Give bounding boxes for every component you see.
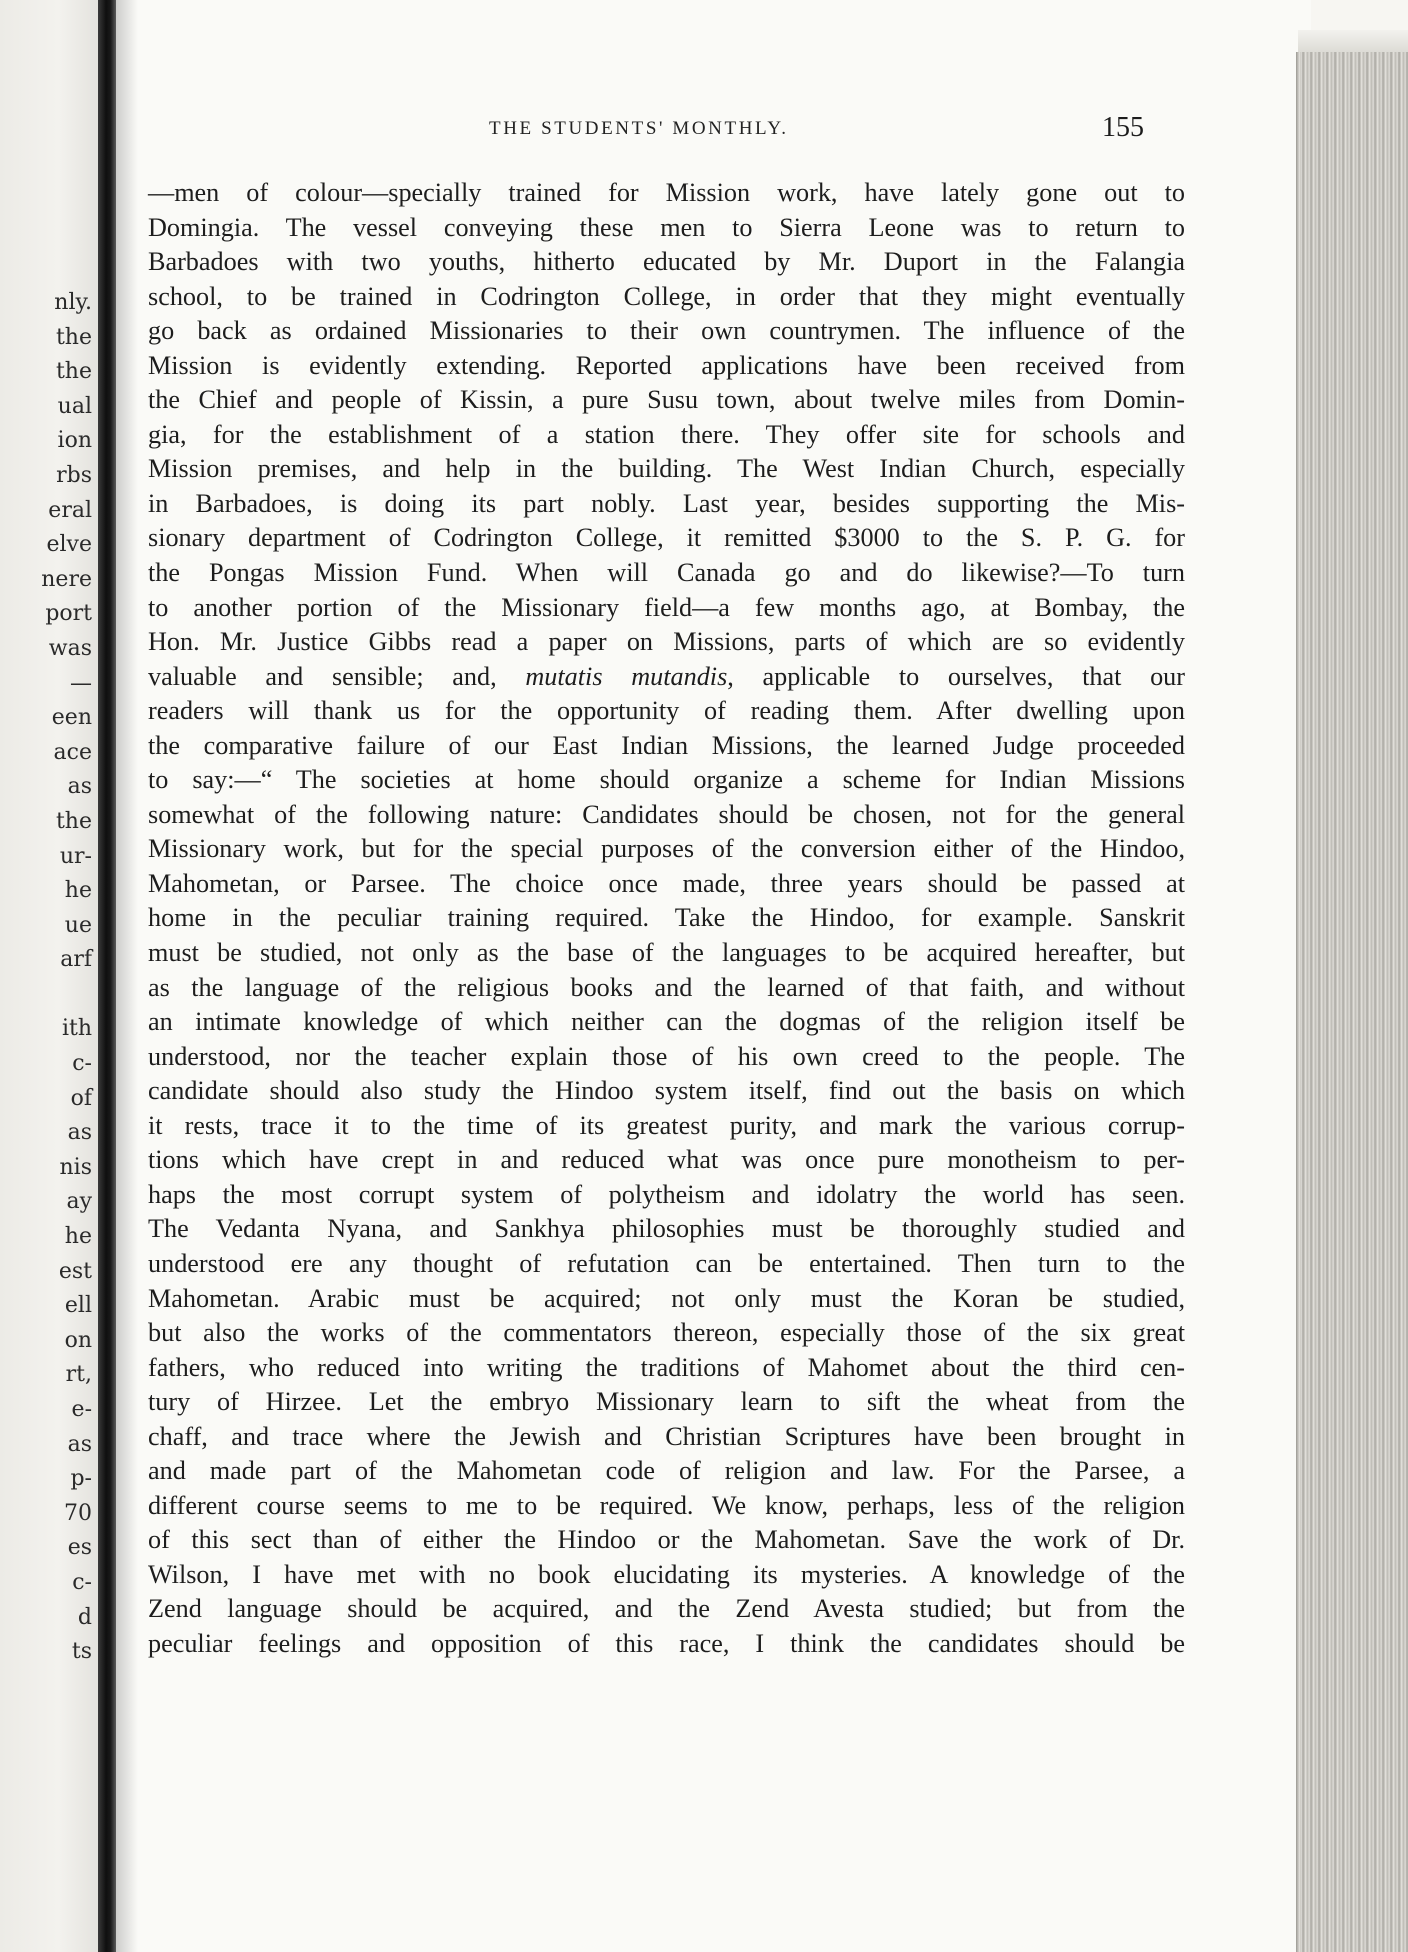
text-line: but also the works of the commentators thereon, especially those of the six great <box>148 1318 1185 1348</box>
gutter-shadow <box>116 0 138 1952</box>
running-title: THE STUDENTS' MONTHLY. <box>489 118 789 139</box>
text-line: —men of colour—specially trained for Mission work, have lately gone out to <box>148 178 1185 207</box>
left-page-fragment: he <box>64 878 92 904</box>
text-line: Barbadoes with two youths, hitherto educated by Mr. Duport in the Falangia <box>148 247 1185 277</box>
text-line: understood, nor the teacher explain those of his own creed to the people. The <box>148 1041 1185 1071</box>
left-page-fragment: ue <box>64 912 92 938</box>
text-line: understood ere any thought of refutation can be entertained. Then turn to the <box>148 1248 1185 1278</box>
text-line: valuable and sensible; and, mutatis mutandis, applicable to ourselves, that our <box>148 661 1185 691</box>
left-page-fragment: the <box>55 359 92 385</box>
left-page-fragment: as <box>67 774 92 800</box>
text-line: it rests, trace it to the time of its greatest purity, and mark the various corrup- <box>148 1110 1185 1140</box>
text-line: as the language of the religious books and the learned of that faith, and without <box>148 972 1185 1002</box>
text-line: Hon. Mr. Justice Gibbs read a paper on Missions, parts of which are so evidently <box>148 627 1185 657</box>
left-page-fragment: elve <box>46 532 92 558</box>
text-line: The Vedanta Nyana, and Sankhya philosophies must be thoroughly studied and <box>148 1214 1185 1244</box>
page-edges-stack <box>1298 52 1408 1952</box>
left-page-fragment: ith <box>61 1016 92 1042</box>
text-line: must be studied, not only as the base of the languages to be acquired hereafter, but <box>148 938 1185 968</box>
text-line: to say:—“ The societies at home should organize a scheme for Indian Missions <box>148 765 1185 795</box>
text-line: school, to be trained in Codrington College, in order that they might eventually <box>148 281 1185 311</box>
left-page-fragment: arf <box>60 947 92 973</box>
text-line: fathers, who reduced into writing the traditions of Mahomet about the third cen- <box>148 1352 1185 1382</box>
left-page-fragment: — <box>70 670 92 696</box>
text-line: chaff, and trace where the Jewish and Christian Scriptures have been brought in <box>148 1421 1185 1451</box>
text-line: different course seems to me to be required. We know, perhaps, less of the religion <box>148 1490 1185 1520</box>
left-page-fragment: e- <box>71 1397 92 1422</box>
left-page-fragment: of <box>70 1085 92 1111</box>
text-line: Domingia. The vessel conveying these men to Sierra Leone was to return to <box>148 212 1185 242</box>
left-page-fragment: p- <box>70 1466 92 1492</box>
text-line: Mahometan, or Parsee. The choice once made, three years should be passed at <box>148 868 1185 898</box>
left-page-fragment: was <box>48 635 92 661</box>
left-page-fragment: ion <box>57 428 92 454</box>
text-line: tury of Hirzee. Let the embryo Missionary learn to sift the wheat from the <box>148 1387 1185 1417</box>
right-page <box>116 0 1311 1952</box>
text-line: an intimate knowledge of which neither can the dogmas of the religion itself be <box>148 1007 1185 1037</box>
text-line: to another portion of the Missionary field—a few months ago, at Bombay, the <box>148 592 1185 622</box>
text-line: somewhat of the following nature: Candidates should be chosen, not for the general <box>148 799 1185 829</box>
left-page-fragment: es <box>67 1535 92 1561</box>
left-page-fragment: eral <box>48 497 92 523</box>
left-page-fragment: ace <box>53 739 92 765</box>
left-page-fragment: as <box>67 1431 92 1457</box>
left-facing-page <box>0 0 98 1952</box>
left-page-fragment: ur- <box>59 843 92 869</box>
text-line: haps the most corrupt system of polytheism and idolatry the world has seen. <box>148 1179 1185 1209</box>
left-page-fragment: ell <box>64 1293 92 1319</box>
page-number: 155 <box>1102 112 1144 143</box>
left-page-fragment: c- <box>72 1569 92 1595</box>
text-line: gia, for the establishment of a station there. They offer site for schools and <box>148 419 1185 449</box>
text-line: and made part of the Mahometan code of religion and law. For the Parsee, a <box>148 1456 1185 1486</box>
left-page-fragment: the <box>55 808 92 834</box>
left-page-fragment: rbs <box>56 462 92 488</box>
left-page-fragment: as <box>67 1120 92 1146</box>
text-line: the Chief and people of Kissin, a pure Susu town, about twelve miles from Domin- <box>148 385 1185 415</box>
text-line: readers will thank us for the opportunity of reading them. After dwelling upon <box>148 696 1185 726</box>
text-line: Wilson, I have met with no book elucidating its mysteries. A knowledge of the <box>148 1559 1185 1589</box>
left-page-fragment: he <box>64 1224 92 1250</box>
running-head <box>116 112 1311 158</box>
page-edge-line <box>1296 52 1300 1952</box>
left-page-fragment: nis <box>59 1154 92 1180</box>
left-page-fragment: d <box>77 1604 92 1630</box>
text-line: Mahometan. Arabic must be acquired; not only must the Koran be studied, <box>148 1283 1185 1313</box>
text-line: tions which have crept in and reduced what was once pure monotheism to per- <box>148 1145 1185 1175</box>
left-page-fragment: nere <box>41 566 92 592</box>
left-page-fragment: est <box>58 1258 92 1284</box>
text-line: Mission premises, and help in the building. The West Indian Church, especially <box>148 454 1185 484</box>
text-line: of this sect than of either the Hindoo or the Mahometan. Save the work of Dr. <box>148 1525 1185 1555</box>
left-page-text-fragments <box>41 286 92 1670</box>
text-line: the comparative failure of our East Indian Missions, the learned Judge proceeded <box>148 730 1185 760</box>
left-page-fragment: nly. <box>54 290 92 315</box>
book-gutter <box>98 0 116 1952</box>
left-page-fragment: port <box>45 601 92 627</box>
left-page-fragment: een <box>51 705 92 731</box>
left-page-fragment: on <box>64 1327 92 1353</box>
text-line: in Barbadoes, is doing its part nobly. Last year, besides supporting the Mis- <box>148 488 1185 518</box>
left-page-fragment <box>41 978 92 1013</box>
body-text <box>148 176 1185 1662</box>
left-page-fragment: c- <box>72 1051 92 1077</box>
text-line: Zend language should be acquired, and the Zend Avesta studied; but from the <box>148 1594 1185 1624</box>
left-page-fragment: ual <box>57 393 92 419</box>
text-line: candidate should also study the Hindoo system itself, find out the basis on which <box>148 1076 1185 1106</box>
left-page-fragment: ay <box>66 1189 92 1215</box>
left-page-fragment: ts <box>71 1639 92 1665</box>
left-page-fragment: the <box>55 324 92 350</box>
text-line: the Pongas Mission Fund. When will Canada go and do likewise?—To turn <box>148 558 1185 588</box>
text-line: Mission is evidently extending. Reported applications have been received from <box>148 350 1185 380</box>
text-line: peculiar feelings and opposition of this race, I think the candidates should be <box>148 1628 1185 1658</box>
left-page-fragment: rt, <box>65 1362 92 1388</box>
text-line: home in the peculiar training required. Take the Hindoo, for example. Sanskrit <box>148 903 1185 933</box>
text-line: Missionary work, but for the special purposes of the conversion either of the Hindoo, <box>148 834 1185 864</box>
text-line: sionary department of Codrington College, it remitted $3000 to the S. P. G. for <box>148 523 1185 553</box>
left-page-fragment: 70 <box>64 1500 92 1526</box>
text-line: go back as ordained Missionaries to their own countrymen. The influence of the <box>148 316 1185 346</box>
